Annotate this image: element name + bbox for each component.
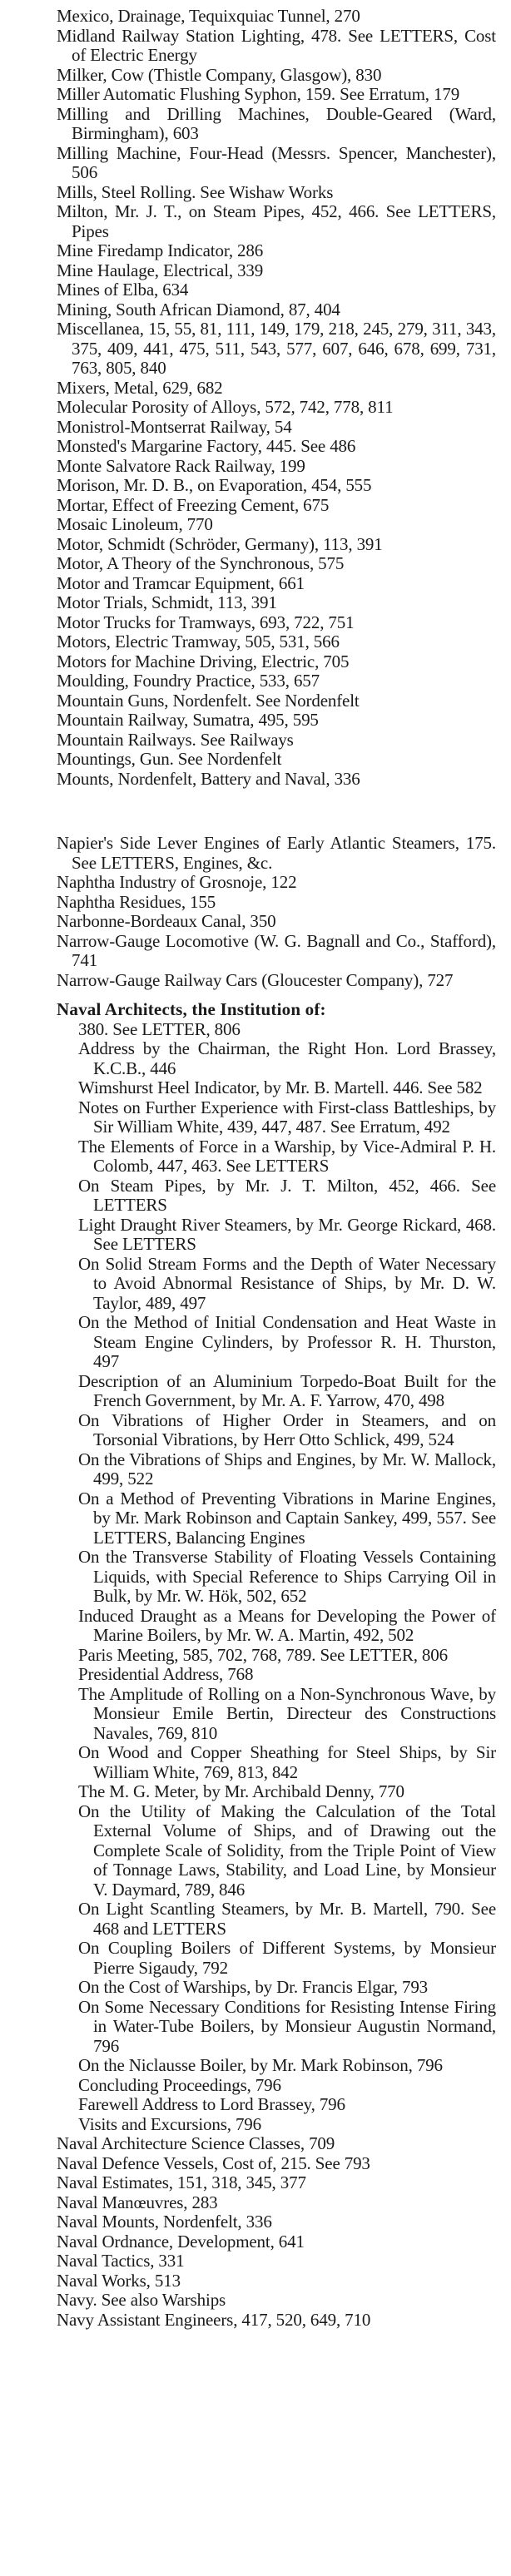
index-entry: Motor and Tramcar Equipment, 661: [57, 572, 305, 593]
naval-sub-entry: On Solid Stream Forms and the Depth of Water Necessary to Avoid Abnormal Resistance of Ships, by Mr. D. W. Taylor, 489, 497: [78, 1253, 496, 1313]
index-entry: Milling Machine, Four-Head (Messrs. Spencer, Manchester), 506: [57, 142, 496, 182]
index-entry: Naval Architecture Science Classes, 709: [57, 2133, 335, 2153]
index-entry: Miscellanea, 15, 55, 81, 111, 149, 179, 218, 245, 279, 311, 343, 375, 409, 441, 475, 511, 543, 577, 607, 646, 678, 699, 731, 763, 805, 840: [57, 319, 496, 378]
naval-sub-entry: The Elements of Force in a Warship, by Vice-Admiral P. H. Colomb, 447, 463. See LETTERS: [78, 1136, 496, 1176]
naval-sub-entry: Wimshurst Heel Indicator, by Mr. B. Martell. 446. See 582: [78, 1077, 483, 1097]
naval-sub-entry: On the Cost of Warships, by Dr. Francis Elgar, 793: [78, 1977, 429, 1997]
index-entry: Motor Trucks for Tramways, 693, 722, 751: [57, 612, 355, 632]
naval-sub-entry: Induced Draught as a Means for Developing the Power of Marine Boilers, by Mr. W. A. Martin, 492, 502: [78, 1605, 496, 1645]
index-entry: Monsted's Margarine Factory, 445. See 486: [57, 436, 356, 456]
index-entry: Mine Haulage, Electrical, 339: [57, 260, 264, 280]
index-entry: Narrow-Gauge Railway Cars (Gloucester Company), 727: [57, 969, 454, 990]
index-entry: Naval Ordnance, Development, 641: [57, 2231, 305, 2252]
index-entry: Naval Manœuvres, 283: [57, 2192, 218, 2212]
index-entry: Mortar, Effect of Freezing Cement, 675: [57, 494, 330, 515]
naval-sub-entry: Paris Meeting, 585, 702, 768, 789. See LETTER, 806: [78, 1644, 448, 1665]
index-entry: Motor Trials, Schmidt, 113, 391: [57, 592, 277, 612]
naval-architects-section: [57, 1000, 496, 2134]
index-entry: Mines of Elba, 634: [57, 280, 189, 300]
naval-sub-entry: Concluding Proceedings, 796: [78, 2074, 281, 2095]
index-entry: Mountings, Gun. See Nordenfelt: [57, 749, 282, 769]
index-entry: Miller Automatic Flushing Syphon, 159. See Erratum, 179: [57, 84, 460, 104]
index-entry: Milker, Cow (Thistle Company, Glasgow), 830: [57, 64, 382, 85]
naval-sub-entry: On Vibrations of Higher Order in Steamers, and on Torsonial Vibrations, by Herr Otto Schlick, 499, 524: [78, 1409, 496, 1449]
index-entry: Motors, Electric Tramway, 505, 531, 566: [57, 632, 340, 651]
index-section-naval: [57, 2134, 496, 2330]
index-entry: Midland Railway Station Lighting, 478. See LETTERS, Cost of Electric Energy: [57, 25, 496, 65]
index-entry: Naval Estimates, 151, 318, 345, 377: [57, 2172, 306, 2192]
index-entry: Mountain Railways. See Railways: [57, 729, 294, 750]
index-entry: Mountain Railway, Sumatra, 495, 595: [57, 710, 319, 730]
index-entry: Narbonne-Bordeaux Canal, 350: [57, 911, 276, 931]
index-entry: Mounts, Nordenfelt, Battery and Naval, 336: [57, 768, 360, 789]
naval-sub-entry: On Wood and Copper Sheathing for Steel Ships, by Sir William White, 769, 813, 842: [78, 1742, 496, 1782]
index-entry: Monistrol-Montserrat Railway, 54: [57, 416, 292, 437]
index-entry: Motors for Machine Driving, Electric, 705: [57, 651, 350, 671]
index-section-mi-mo: [57, 7, 496, 789]
naval-sub-entry: On the Transverse Stability of Floating Vessels Containing Liquids, with Special Reference to Ships Carrying Oil in Bulk, by Mr. W. Hök, 502, 652: [78, 1547, 496, 1606]
index-entry: Naval Mounts, Nordenfelt, 336: [57, 2212, 272, 2232]
index-entry: Milling and Drilling Machines, Double-Geared (Ward, Birmingham), 603: [57, 103, 496, 143]
naval-sub-entry: Farewell Address to Lord Brassey, 796: [78, 2094, 345, 2114]
index-entry: Mexico, Drainage, Tequixquiac Tunnel, 270: [57, 6, 360, 26]
index-entry: Mosaic Linoleum, 770: [57, 514, 213, 534]
naval-sub-entry: Light Draught River Steamers, by Mr. George Rickard, 468. See LETTERS: [78, 1214, 496, 1254]
naval-sub-entry: On Steam Pipes, by Mr. J. T. Milton, 452, 466. See LETTERS: [78, 1175, 496, 1215]
index-entry: Mining, South African Diamond, 87, 404: [57, 299, 340, 320]
naval-sub-entry: On the Vibrations of Ships and Engines, by Mr. W. Mallock, 499, 522: [78, 1449, 496, 1489]
index-entry: Motor, A Theory of the Synchronous, 575: [57, 553, 345, 573]
naval-architects-heading: Naval Architects, the Institution of:: [57, 999, 326, 1019]
index-entry: Mountain Guns, Nordenfelt. See Nordenfelt: [57, 690, 360, 711]
index-entry: Naval Works, 513: [57, 2270, 181, 2291]
index-entry: Motor, Schmidt (Schröder, Germany), 113, 391: [57, 533, 383, 554]
naval-sub-entry: On Coupling Boilers of Different Systems, by Monsieur Pierre Sigaudy, 792: [78, 1938, 496, 1978]
index-entry: Moulding, Foundry Practice, 533, 657: [57, 671, 320, 691]
index-entry: Navy Assistant Engineers, 417, 520, 649, 710: [57, 2309, 371, 2330]
naval-sub-entry: Description of an Aluminium Torpedo-Boat Built for the French Government, by Mr. A. F. Yarrow, 470, 498: [78, 1370, 496, 1410]
index-entry: Molecular Porosity of Alloys, 572, 742, 778, 811: [57, 397, 394, 417]
index-entry: Naphtha Residues, 155: [57, 891, 216, 912]
index-entry: Naval Tactics, 331: [57, 2251, 185, 2271]
index-entry: Milton, Mr. J. T., on Steam Pipes, 452, 466. See LETTERS, Pipes: [57, 201, 496, 241]
index-entry: Narrow-Gauge Locomotive (W. G. Bagnall and Co., Stafford), 741: [57, 930, 496, 970]
naval-sub-entry: On the Niclausse Boiler, by Mr. Mark Robinson, 796: [78, 2055, 443, 2075]
naval-sub-entry: The M. G. Meter, by Mr. Archibald Denny, 770: [78, 1781, 404, 1801]
index-entry: Navy. See also Warships: [57, 2290, 226, 2310]
naval-sub-entry: Notes on Further Experience with First-class Battleships, by Sir William White, 439, 447, 487. See Erratum, 492: [78, 1097, 496, 1137]
index-entry: Napier's Side Lever Engines of Early Atlantic Steamers, 175. See LETTERS, Engines, &c.: [57, 833, 496, 873]
naval-sub-entry: On Some Necessary Conditions for Resisting Intense Firing in Water-Tube Boilers, by Monsieur Augustin Normand, 796: [78, 1996, 496, 2056]
naval-sub-entry: Address by the Chairman, the Right Hon. Lord Brassey, K.C.B., 446: [78, 1038, 496, 1078]
index-entry: Naphtha Industry of Grosnoje, 122: [57, 872, 297, 892]
index-entry: Mills, Steel Rolling. See Wishaw Works: [57, 181, 334, 202]
naval-sub-entry: The Amplitude of Rolling on a Non-Synchronous Wave, by Monsieur Emile Bertin, Directeur des Constructions Navales, 769, 810: [78, 1683, 496, 1743]
naval-intro: 380. See LETTER, 806: [78, 1018, 241, 1039]
naval-sub-entry: On Light Scantling Steamers, by Mr. B. Martell, 790. See 468 and LETTERS: [78, 1899, 496, 1939]
index-entry: Naval Defence Vessels, Cost of, 215. See 793: [57, 2152, 370, 2173]
index-entry: Mine Firedamp Indicator, 286: [57, 240, 264, 260]
index-entry: Mixers, Metal, 629, 682: [57, 377, 223, 398]
index-entry: Morison, Mr. D. B., on Evaporation, 454, 555: [57, 475, 372, 495]
naval-sub-entry: Visits and Excursions, 796: [78, 2113, 261, 2134]
section-gap: [57, 789, 496, 834]
index-entry: Monte Salvatore Rack Railway, 199: [57, 455, 305, 476]
naval-sub-entry: Presidential Address, 768: [78, 1664, 254, 1684]
naval-sub-entry: On the Utility of Making the Calculation of the Total External Volume of Ships, and of Drawing out the Complete Scale of Solidity, from the Triple Point of View of Tonnage Laws, Stability, and Load Line, by Monsieur V. Daymard, 789, 846: [78, 1801, 496, 1900]
index-section-na: [57, 834, 496, 990]
naval-sub-entry: On a Method of Preventing Vibrations in Marine Engines, by Mr. Mark Robinson and Captain Sankey, 499, 557. See LETTERS, Balancing Engines: [78, 1488, 496, 1548]
naval-sub-entry: On the Method of Initial Condensation and Heat Waste in Steam Engine Cylinders, by Professor R. H. Thurston, 497: [78, 1312, 496, 1371]
